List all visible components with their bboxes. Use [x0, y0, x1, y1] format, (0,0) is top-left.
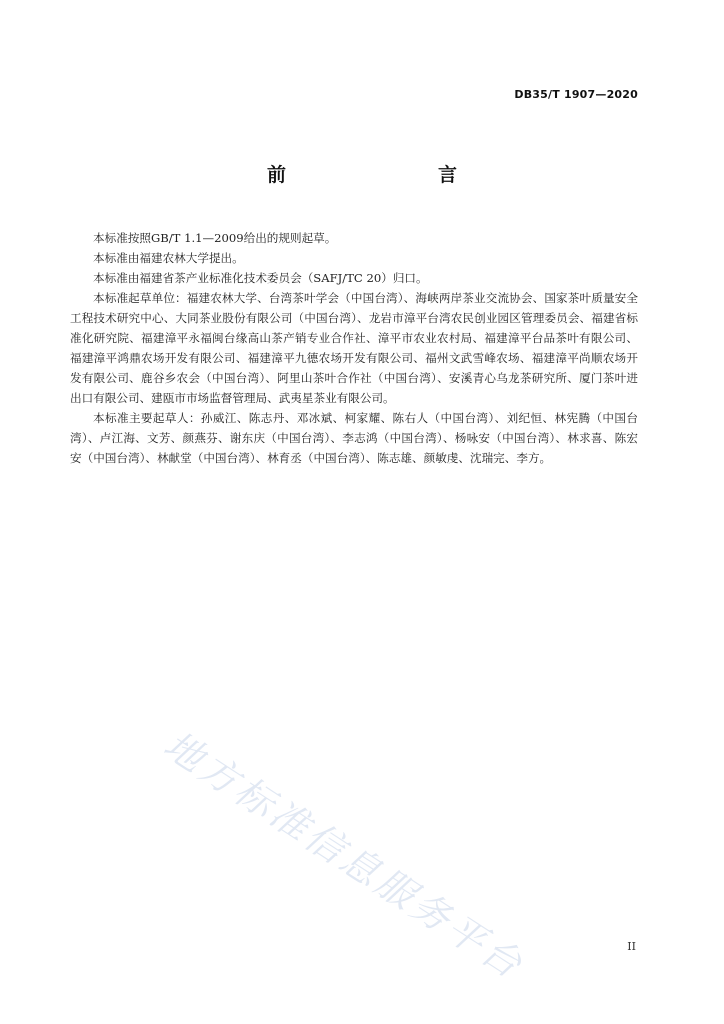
foreword-body	[70, 228, 638, 468]
page-title: 前 言	[266, 164, 495, 186]
page-number: II	[627, 940, 636, 953]
paragraph-drafting-rules: 本标准按照GB/T 1.1—2009给出的规则起草。	[93, 231, 337, 245]
paragraph-proposer: 本标准由福建农林大学提出。	[93, 251, 244, 265]
standard-code: DB35/T 1907—2020	[514, 88, 638, 101]
paragraph-drafters: 本标准主要起草人：孙威江、陈志丹、邓冰斌、柯家耀、陈右人（中国台湾）、刘纪恒、林宪腾（中国台湾）、卢江海、文芳、颜燕芬、谢东庆（中国台湾）、李志鸿（中国台湾）、杨咏安（中国台湾）、林求喜、陈宏安（中国台湾）、林献堂（中国台湾）、林育丞（中国台湾）、陈志雄、颜敏虔、沈瑞完、李方。	[70, 411, 638, 465]
paragraph-committee: 本标准由福建省茶产业标准化技术委员会（SAFJ/TC 20）归口。	[93, 271, 428, 285]
paragraph-drafting-units: 本标准起草单位：福建农林大学、台湾茶叶学会（中国台湾）、海峡两岸茶业交流协会、国家茶叶质量安全工程技术研究中心、大同茶业股份有限公司（中国台湾）、龙岩市漳平台湾农民创业园区管理委员会、福建省标准化研究院、福建漳平永福闽台缘高山茶产销专业合作社、漳平市农业农村局、福建漳平台品茶叶有限公司、福建漳平鸿鼎农场开发有限公司、福建漳平九德农场开发有限公司、福州文武雪峰农场、福建漳平尚顺农场开发有限公司、鹿谷乡农会（中国台湾）、阿里山茶叶合作社（中国台湾）、安溪青心乌龙茶研究所、厦门茶叶进出口有限公司、建瓯市市场监督管理局、武夷星茶业有限公司。	[70, 291, 638, 405]
watermark-text: 地方标准信息服务平台	[156, 722, 533, 989]
